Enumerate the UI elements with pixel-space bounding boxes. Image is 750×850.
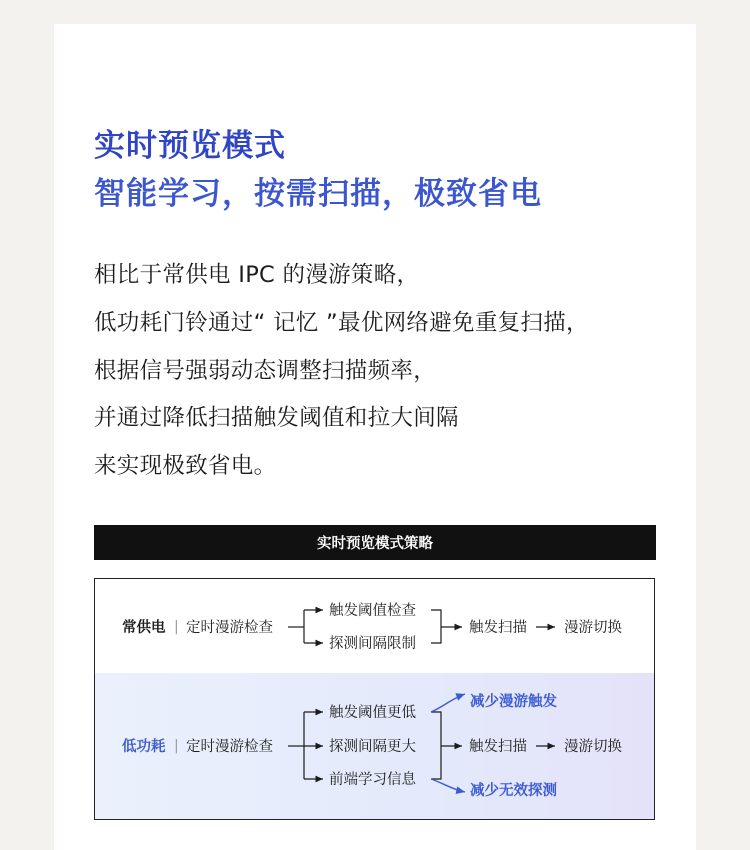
- result-node: 漫游切换: [564, 739, 622, 755]
- row-low-power: [122, 692, 622, 799]
- start-node: 定时漫游检查: [186, 620, 273, 636]
- diagram-graphic: [95, 579, 655, 820]
- description-line: 相比于常供电 IPC 的漫游策略，: [94, 262, 420, 288]
- branch-node: 探测间隔限制: [329, 636, 416, 652]
- result-node: 漫游切换: [564, 620, 622, 636]
- strategy-diagram: [94, 578, 655, 820]
- row-label: 常供电: [122, 620, 166, 636]
- page-subtitle: 智能学习，按需扫描，极致省电: [94, 176, 542, 212]
- trigger-node: 触发扫描: [469, 620, 527, 636]
- description-line: 根据信号强弱动态调整扫描频率，: [94, 357, 437, 384]
- start-node: 定时漫游检查: [186, 739, 273, 755]
- page-title: 实时预览模式: [94, 128, 286, 164]
- description-line: 并通过降低扫描触发阈值和拉大间隔: [94, 405, 459, 432]
- note-reduce-roaming: 减少漫游触发: [470, 694, 557, 710]
- branch-node: 前端学习信息: [329, 772, 416, 788]
- row-always-powered: [122, 601, 622, 652]
- diagram-title: 实时预览模式策略: [94, 525, 656, 560]
- label-separator: |: [174, 738, 179, 754]
- branch-node: 触发阈值更低: [329, 705, 416, 721]
- trigger-node: 触发扫描: [469, 739, 527, 755]
- note-connectors: [431, 694, 465, 792]
- note-reduce-probing: 减少无效探测: [470, 783, 557, 799]
- description-text: [94, 252, 589, 491]
- row-label: 低功耗: [122, 739, 166, 755]
- branch-node: 探测间隔更大: [329, 739, 416, 755]
- branch-node: 触发阈值检查: [329, 603, 416, 619]
- description-line: 来实现极致省电。: [94, 453, 277, 480]
- description-line: 低功耗门铃通过“ 记忆 ”最优网络避免重复扫描，: [94, 309, 589, 336]
- label-separator: |: [174, 619, 179, 635]
